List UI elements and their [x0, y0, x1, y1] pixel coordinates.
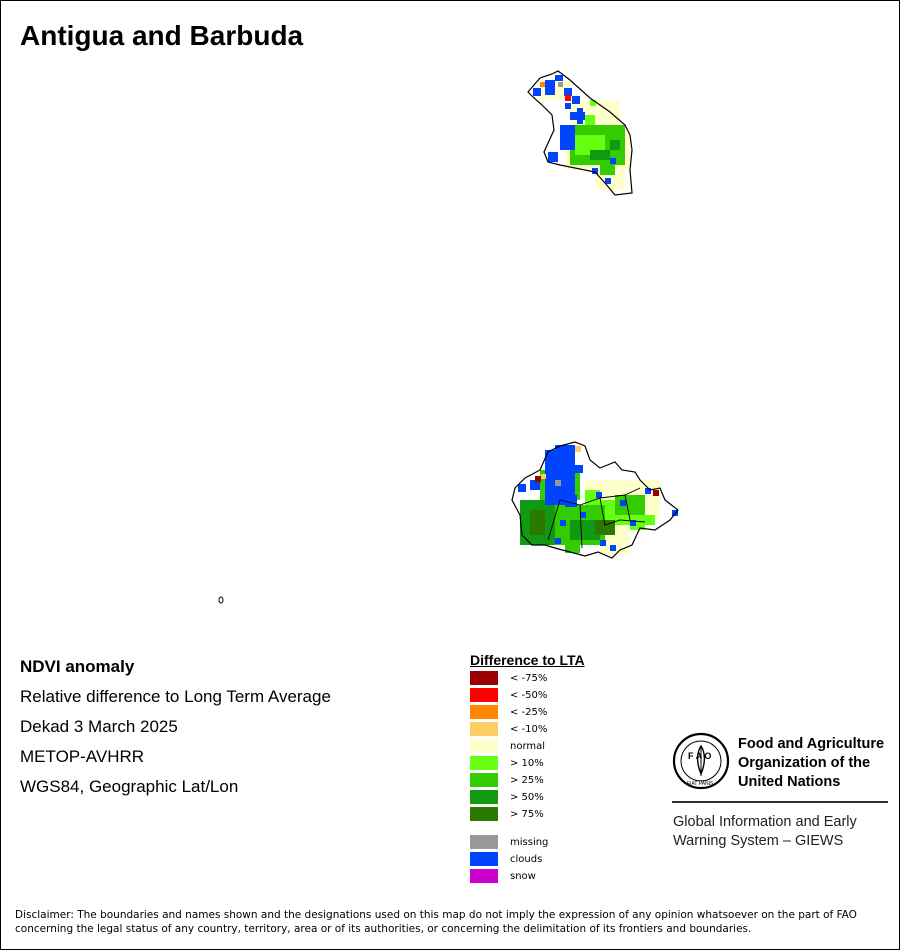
fao-logo-icon	[672, 732, 730, 790]
map-title: Antigua and Barbuda	[20, 20, 304, 51]
legend-swatch	[470, 790, 498, 804]
legend-label: > 25%	[510, 774, 544, 786]
legend-swatch	[470, 671, 498, 685]
giews-name: Global Information and Early Warning System – GIEWS	[673, 814, 857, 849]
legend-item	[470, 790, 544, 804]
legend-item	[470, 756, 544, 770]
legend-label: > 10%	[510, 757, 544, 769]
redonda-islet	[219, 597, 223, 603]
legend-label: clouds	[510, 853, 543, 865]
legend-label: < -25%	[510, 706, 548, 718]
legend-label: > 50%	[510, 791, 544, 803]
legend-item	[470, 852, 542, 866]
legend-swatch	[470, 807, 498, 821]
legend-swatch	[470, 852, 498, 866]
legend-title: Difference to LTA	[470, 652, 585, 668]
legend-label: > 75%	[510, 808, 544, 820]
legend-swatch	[470, 773, 498, 787]
legend-item	[470, 807, 544, 821]
legend-label: < -75%	[510, 672, 548, 684]
fao-org-name: Food and Agriculture Organization of the United Nations	[738, 736, 885, 790]
divider	[672, 801, 888, 803]
legend-item	[470, 688, 547, 702]
period-label: Dekad 3 March 2025	[20, 717, 178, 736]
legend-item	[470, 835, 548, 849]
disclaimer: Disclaimer: The boundaries and names shown and the designations used on this map do not imply the expression of any opinion whatsoever on the part of FAO concerning the legal status of any country, territory, area or of its authorities, or concerning the delimitation of its frontiers and boundaries.	[15, 909, 857, 935]
legend-label: snow	[510, 870, 536, 882]
fao-acronym: F A O	[688, 751, 712, 761]
legend-label: < -10%	[510, 723, 548, 735]
projection-label: WGS84, Geographic Lat/Lon	[20, 777, 239, 796]
legend-item	[470, 722, 547, 736]
legend-item	[470, 671, 547, 685]
fao-motto: FIAT PANIS	[687, 781, 714, 787]
barbuda-ndvi-raster	[533, 75, 630, 190]
legend-label: missing	[510, 836, 549, 848]
legend-swatch	[470, 869, 498, 883]
legend-swatch	[470, 835, 498, 849]
legend-item	[470, 869, 536, 883]
legend-swatch	[470, 722, 498, 736]
legend-item	[470, 705, 547, 719]
sensor-label: METOP-AVHRR	[20, 747, 145, 766]
product-description: Relative difference to Long Term Average	[20, 687, 331, 706]
legend-swatch	[470, 739, 498, 753]
legend-swatch	[470, 688, 498, 702]
legend-label: normal	[510, 740, 546, 752]
antigua-ndvi-raster	[518, 445, 678, 555]
product-name: NDVI anomaly	[20, 657, 135, 676]
legend-item	[470, 773, 544, 787]
legend-label: < -50%	[510, 689, 548, 701]
legend-item	[470, 739, 545, 753]
legend-swatch	[470, 705, 498, 719]
legend-swatch	[470, 756, 498, 770]
